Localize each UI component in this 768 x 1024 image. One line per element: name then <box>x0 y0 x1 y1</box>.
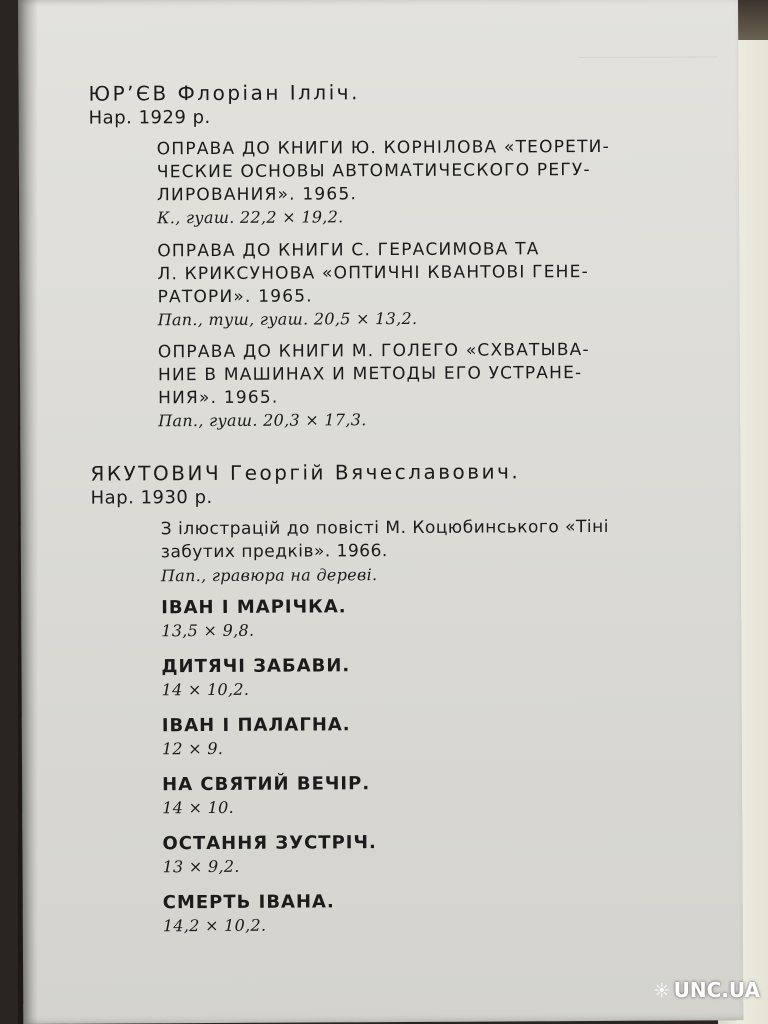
work-size: 14,2 × 10,2. <box>162 915 267 936</box>
work-title-line: ЛИРОВАНИЯ». 1965. <box>156 184 358 206</box>
sunburst-icon <box>654 975 670 1005</box>
work-title-line: НИЕ В МАШИНАХ И МЕТОДЫ ЕГО УСТРАНЕ- <box>157 363 583 386</box>
series-title-line: З ілюстрацій до повісті М. Коцюбинського «Тіні <box>160 516 610 540</box>
page-shadow <box>18 0 38 1024</box>
bleed-through <box>578 56 718 98</box>
work-technique: К., гуаш. 22,2 × 19,2. <box>157 207 344 228</box>
work-title-line: ОПРАВА ДО КНИГИ С. ГЕРАСИМОВА ТА <box>157 239 540 262</box>
work-title-line: НИЯ». 1965. <box>158 387 279 409</box>
work-technique: Пап., гуаш. 20,3 × 17,3. <box>158 410 367 431</box>
work-title-line: ОПРАВА ДО КНИГИ М. ГОЛЕГО «СХВАТЫВА- <box>157 340 590 363</box>
artist-name: ЯКУТОВИЧ Георгій Вячеславович. <box>90 459 521 486</box>
artist-name: ЮР’ЄВ Флоріан Ілліч. <box>88 80 360 106</box>
watermark <box>654 966 760 1014</box>
work-title: ІВАН І ПАЛАГНА. <box>161 714 351 737</box>
work-title: СМЕРТЬ ІВАНА. <box>162 891 335 914</box>
work-technique: Пап., туш, гуаш. 20,5 × 13,2. <box>157 308 418 330</box>
work-size: 14 × 10. <box>162 797 235 818</box>
work-title-line: РАТОРИ». 1965. <box>157 286 313 308</box>
artist-birth: Нар. 1929 р. <box>88 106 211 129</box>
book-page <box>18 0 743 1024</box>
watermark-text: UNC.UA <box>673 978 760 1002</box>
work-title-line: ОПРАВА ДО КНИГИ Ю. КОРНІЛОВА «ТЕОРЕТИ- <box>156 136 610 160</box>
work-size: 14 × 10,2. <box>161 679 250 700</box>
work-size: 13,5 × 9,8. <box>161 620 255 641</box>
work-title-line: Л. КРИКСУНОВА «ОПТИЧНІ КВАНТОВІ ГЕНЕ- <box>157 262 589 285</box>
work-size: 12 × 9. <box>161 738 224 759</box>
work-size: 13 × 9,2. <box>162 856 240 877</box>
work-title: НА СВЯТИЙ ВЕЧІР. <box>162 773 371 796</box>
work-title-line: ЧЕСКИЕ ОСНОВЫ АВТОМАТИЧЕСКОГО РЕГУ- <box>156 160 591 183</box>
series-technique: Пап., гравюра на дереві. <box>160 565 378 586</box>
work-title: ДИТЯЧІ ЗАБАВИ. <box>161 655 351 678</box>
work-title: ОСТАННЯ ЗУСТРІЧ. <box>162 832 377 855</box>
series-title-line: забутих предків». 1966. <box>160 541 388 563</box>
artist-birth: Нар. 1930 р. <box>90 486 213 509</box>
work-title: ІВАН І МАРІЧКА. <box>161 596 347 619</box>
